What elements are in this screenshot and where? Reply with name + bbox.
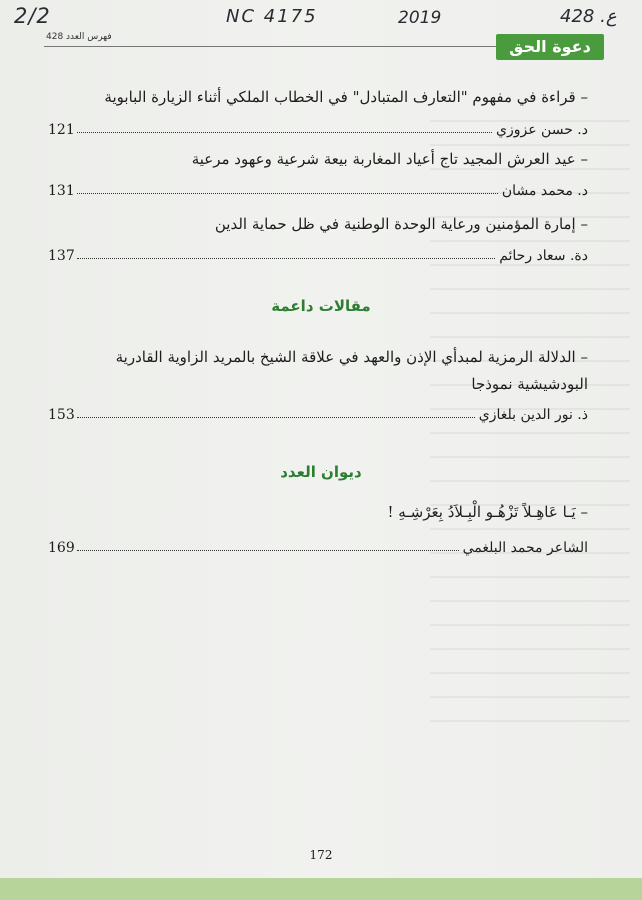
toc-entry-line	[48, 118, 588, 138]
footer-band	[0, 878, 642, 900]
bleed-through	[430, 120, 630, 740]
section-heading: مقالات داعمة	[271, 297, 371, 315]
toc-entry-page: 137	[48, 248, 75, 264]
handwritten-reference: NC 4175	[226, 6, 318, 27]
toc-entry-author: ذ. نور الدين بلغازي	[478, 407, 588, 423]
toc-entry-title: – قراءة في مفهوم "التعارف المتبادل" في الخطاب الملكي أثناء الزيارة البابوية	[104, 88, 588, 106]
handwritten-note-right: 428 .ع	[560, 6, 617, 27]
toc-entry-line	[48, 403, 588, 423]
handwritten-year: 2019	[398, 8, 442, 28]
toc-entry-line	[48, 179, 588, 199]
toc-entry-author: دة. سعاد رحائم	[499, 248, 588, 264]
leader-dots	[77, 193, 498, 194]
issue-label: فهرس العدد 428	[46, 32, 112, 42]
toc-entry-page: 121	[48, 122, 75, 138]
toc-entry-line	[48, 536, 588, 556]
toc-entry-title: – يَـا عَاهِـلاً تَزْهُـو الْبِـلاَدُ بِعَرْشِـهِ !	[387, 503, 588, 521]
leader-dots	[77, 550, 459, 551]
toc-entry-page: 153	[48, 407, 75, 423]
leader-dots	[77, 417, 475, 418]
toc-entry-page: 169	[48, 540, 75, 556]
toc-entry-line	[48, 244, 588, 264]
toc-entry-author: د. حسن عزوزي	[496, 122, 588, 138]
toc-entry-title: – الدلالة الرمزية لمبدأي الإذن والعهد في علاقة الشيخ بالمريد الزاوية القادرية البودشيشية نموذجا	[115, 348, 588, 393]
section-heading: ديوان العدد	[280, 463, 362, 481]
toc-entry-title: – عيد العرش المجيد تاج أعياد المغاربة بيعة شرعية وعهود مرعية	[191, 150, 588, 168]
toc-entry-author: الشاعر محمد البلغمي	[462, 540, 588, 556]
page-number: 172	[309, 848, 333, 862]
toc-entry-author: د. محمد مشان	[501, 183, 588, 199]
toc-entry-title: – إمارة المؤمنين ورعاية الوحدة الوطنية في ظل حماية الدين	[214, 215, 588, 233]
handwritten-note-left: 2/2	[14, 4, 51, 28]
magazine-logo: دعوة الحق	[496, 34, 604, 60]
leader-dots	[77, 258, 495, 259]
toc-entry-page: 131	[48, 183, 75, 199]
leader-dots	[77, 132, 492, 133]
